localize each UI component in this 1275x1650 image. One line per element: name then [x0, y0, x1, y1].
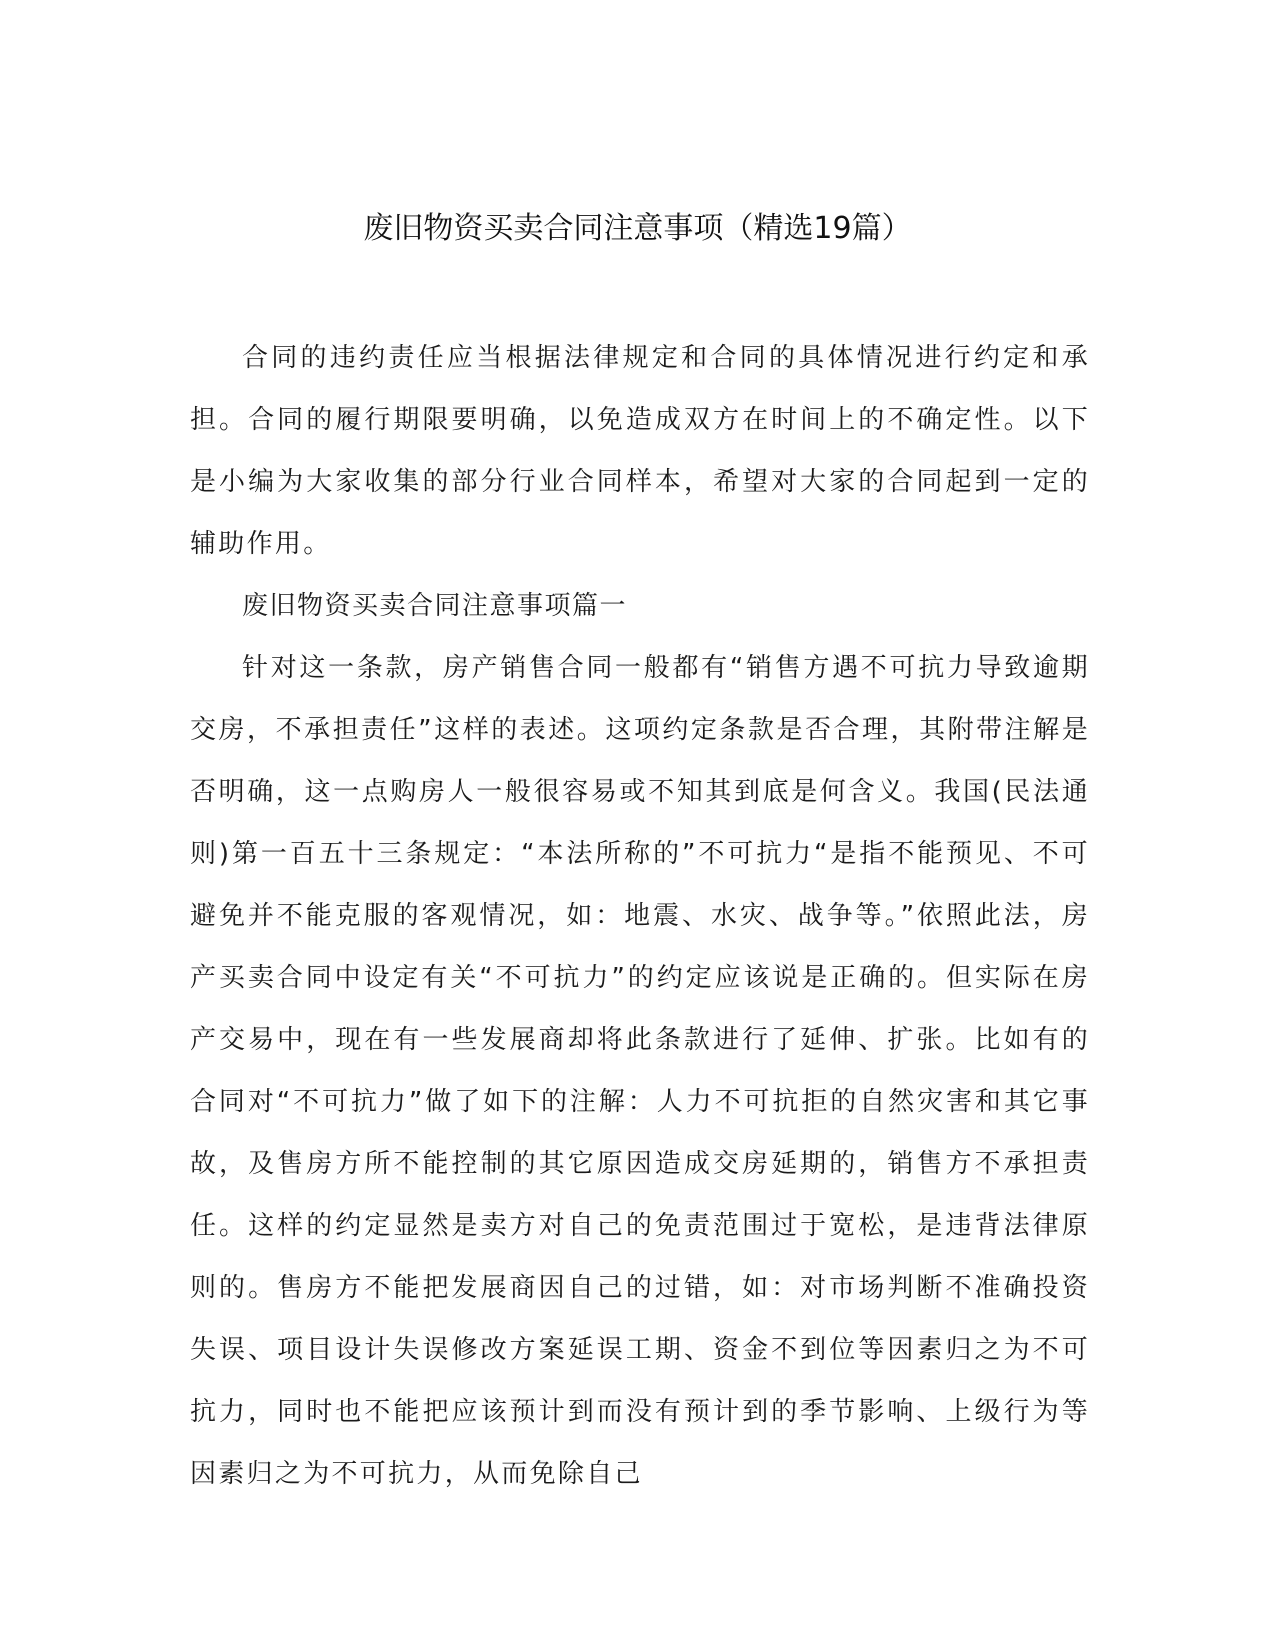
document-body — [190, 327, 1090, 1505]
body-paragraph: 针对这一条款，房产销售合同一般都有“销售方遇不可抗力导致逾期交房，不承担责任”这样的表述。这项约定条款是否合理，其附带注解是否明确，这一点购房人一般很容易或不知其到底是何含义。我国(民法通则)第一百五十三条规定：“本法所称的”不可抗力“是指不能预见、不可避免并不能克服的客观情况，如：地震、水灾、战争等。”依照此法，房产买卖合同中设定有关“不可抗力”的约定应该说是正确的。但实际在房产交易中，现在有一些发展商却将此条款进行了延伸、扩张。比如有的合同对“不可抗力”做了如下的注解：人力不可抗拒的自然灾害和其它事故，及售房方所不能控制的其它原因造成交房延期的，销售方不承担责任。这样的约定显然是卖方对自己的免责范围过于宽松，是违背法律原则的。售房方不能把发展商因自己的过错，如：对市场判断不准确投资失误、项目设计失误修改方案延误工期、资金不到位等因素归之为不可抗力，同时也不能把应该预计到而没有预计到的季节影响、上级行为等因素归之为不可抗力，从而免除自己 — [190, 653, 1090, 1489]
intro-paragraph: 合同的违约责任应当根据法律规定和合同的具体情况进行约定和承担。合同的履行期限要明确，以免造成双方在时间上的不确定性。以下是小编为大家收集的部分行业合同样本，希望对大家的合同起到一定的辅助作用。 — [190, 343, 1090, 559]
section-heading: 废旧物资买卖合同注意事项篇一 — [242, 591, 628, 621]
document-title: 废旧物资买卖合同注意事项（精选19篇） — [363, 211, 912, 246]
